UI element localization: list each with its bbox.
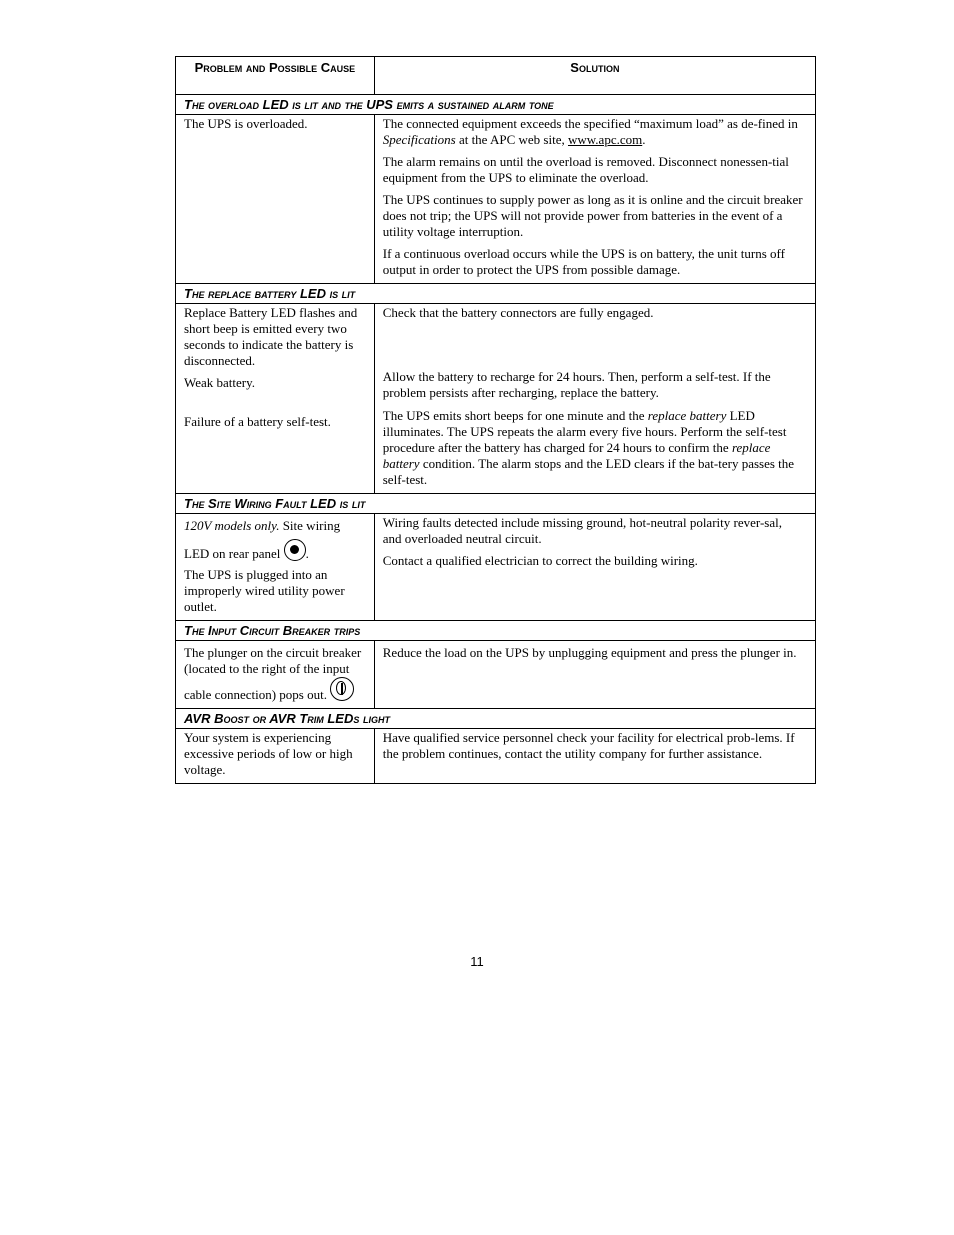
- solution-text: The alarm remains on until the overload is removed. Disconnect nonessen-tial equipment from the UPS to eliminate the overload.: [382, 154, 789, 185]
- cause-text: [184, 512, 366, 567]
- text-run: The UPS emits short beeps for one minute and the: [382, 408, 648, 423]
- section-title-row: [176, 95, 816, 115]
- table-row: [176, 115, 816, 284]
- text-emphasis: replace battery: [647, 408, 727, 423]
- solution-text: [383, 408, 803, 488]
- solution-text: Allow the battery to recharge for 24 hours. Then, perform a self-test. If the problem persists after recharging, replace the battery.: [382, 369, 771, 400]
- header-cause: Problem and Possible Cause: [176, 57, 375, 95]
- section-title-row: [176, 494, 816, 514]
- cause-cell: [176, 641, 375, 709]
- section-title-row: [176, 284, 816, 304]
- cause-text: [184, 645, 366, 703]
- text-run: .: [642, 132, 646, 147]
- solution-text: If a continuous overload occurs while the UPS is on battery, the unit turns off output in order to protect the UPS from possible damage.: [382, 246, 785, 277]
- cause-text: Weak battery.: [184, 375, 256, 390]
- solution-text: [383, 116, 803, 148]
- section-title-overload: The overload LED is lit and the UPS emits a sustained alarm tone: [176, 95, 816, 115]
- cause-cell: [176, 729, 375, 784]
- cause-text: The UPS is overloaded.: [184, 116, 308, 131]
- section-title-row: [176, 621, 816, 641]
- section-title-replace-battery: The replace battery LED is lit: [176, 284, 816, 304]
- solution-cell: [374, 115, 815, 284]
- cause-text: Your system is experiencing excessive periods of low or high voltage.: [184, 730, 353, 777]
- section-title-site-wiring: The Site Wiring Fault LED is lit: [176, 494, 816, 514]
- table-row: [176, 304, 816, 494]
- cause-cell: [176, 304, 375, 494]
- solution-text: Have qualified service personnel check your facility for electrical prob-lems. If the problem continues, contact the utility company for further assistance.: [382, 730, 795, 761]
- table-row: [176, 641, 816, 709]
- solution-text: Contact a qualified electrician to correct the building wiring.: [382, 553, 698, 568]
- text-run: at the APC web site,: [455, 132, 568, 147]
- text-run: LED illuminates. The UPS repeats the alarm every five hours. Perform the self-test procedure after the battery has charged for 24 hours to confirm the: [382, 408, 787, 455]
- apc-website-link[interactable]: www.apc.com: [567, 132, 643, 147]
- text-emphasis: 120V models only.: [184, 518, 280, 533]
- text-run: The connected equipment exceeds the specified “maximum load” as de-fined in: [382, 116, 798, 131]
- cause-text: The UPS is plugged into an improperly wired utility power outlet.: [184, 567, 345, 614]
- text-run: The plunger on the circuit breaker (located to the right of the input cable connection) pops out.: [184, 645, 362, 702]
- solution-text: Check that the battery connectors are fully engaged.: [382, 305, 654, 320]
- cause-text: Failure of a battery self-test.: [184, 414, 331, 429]
- table-row: [176, 729, 816, 784]
- text-run: condition. The alarm stops and the LED clears if the bat-tery passes the self-test.: [382, 456, 795, 487]
- table-row: [176, 514, 816, 621]
- troubleshooting-table: [175, 56, 816, 784]
- text-emphasis: replace battery: [382, 440, 771, 471]
- section-title-input-breaker: The Input Circuit Breaker trips: [176, 621, 816, 641]
- text-emphasis: Specifications: [382, 132, 456, 147]
- header-solution: Solution: [374, 57, 815, 95]
- site-wiring-led-icon: [284, 539, 306, 561]
- solution-cell: [374, 729, 815, 784]
- solution-text: The UPS continues to supply power as long as it is online and the circuit breaker does not trip; the UPS will not provide power from batteries in the event of a utility voltage interruption.: [382, 192, 803, 239]
- solution-cell: [374, 641, 815, 709]
- section-title-avr: AVR Boost or AVR Trim LEDs light: [176, 709, 816, 729]
- section-title-row: [176, 709, 816, 729]
- page-number: 11: [470, 954, 484, 969]
- cause-text: Replace Battery LED flashes and short beep is emitted every two seconds to indicate the battery is disconnected.: [184, 305, 358, 368]
- solution-cell: [374, 514, 815, 621]
- table-header-row: [176, 57, 816, 95]
- text-run: .: [305, 546, 309, 561]
- solution-text: Wiring faults detected include missing ground, hot-neutral polarity rever-sal, and overloaded neutral circuit.: [382, 515, 782, 546]
- solution-cell: [374, 304, 815, 494]
- cause-cell: [176, 115, 375, 284]
- circuit-breaker-icon: [330, 677, 354, 701]
- text-run: Site wiring LED on rear panel: [184, 518, 341, 561]
- solution-text: Reduce the load on the UPS by unplugging equipment and press the plunger in.: [382, 645, 797, 660]
- cause-cell: [176, 514, 375, 621]
